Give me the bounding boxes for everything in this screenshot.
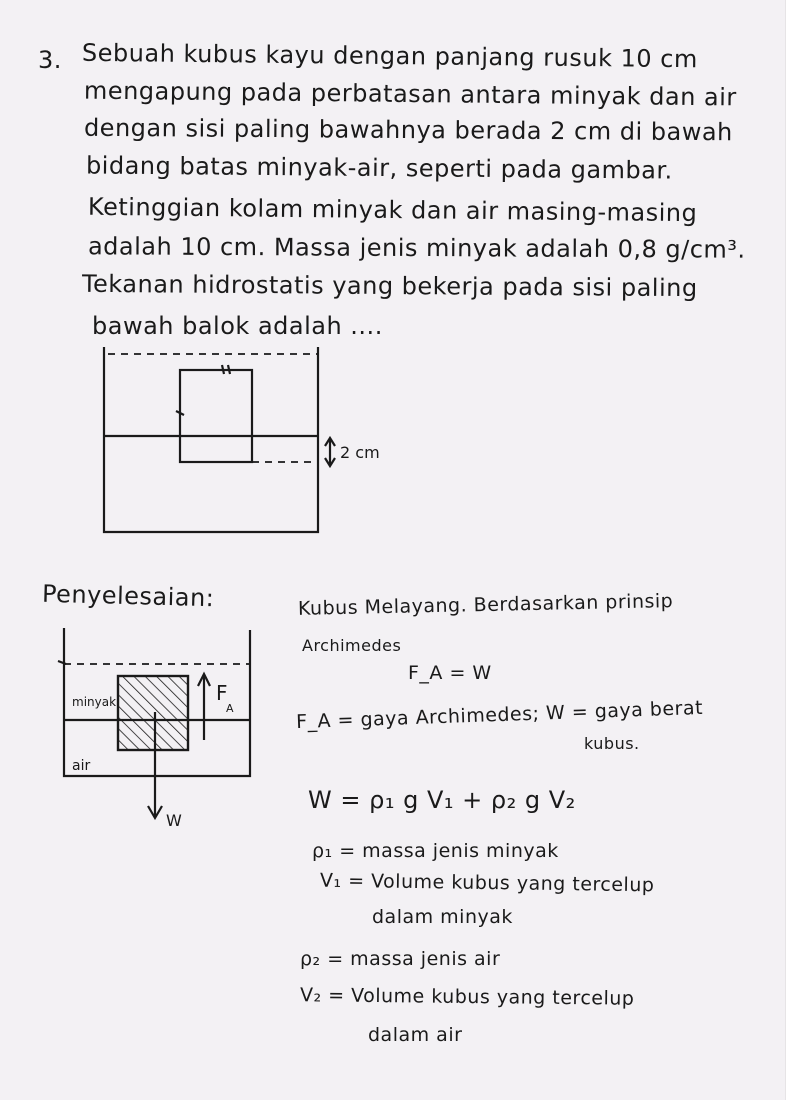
- weight-label: W: [166, 811, 182, 830]
- solution-line: V₂ = Volume kubus yang tercelup: [299, 984, 635, 1010]
- solution-heading: Penyelesaian:: [41, 579, 215, 613]
- water-label: air: [72, 758, 91, 774]
- solution-formula: F_A = W: [408, 662, 492, 684]
- solution-line: dalam minyak: [372, 906, 513, 928]
- problem-line: bidang batas minyak-air, seperti pada gambar.: [85, 151, 673, 185]
- depth-label: 2 cm: [340, 443, 380, 462]
- solution-line: ρ₁ = massa jenis minyak: [312, 840, 559, 862]
- solution-line: F_A = gaya Archimedes; W = gaya berat: [295, 696, 704, 734]
- cube-hatched: [118, 676, 188, 750]
- problem-line: mengapung pada perbatasan antara minyak dan air: [83, 76, 737, 112]
- problem-line: Tekanan hidrostatis yang bekerja pada sisi paling: [81, 269, 698, 303]
- oil-label: minyak: [72, 695, 117, 709]
- force-up-subscript: A: [226, 702, 234, 715]
- solution-line: dalam air: [368, 1024, 463, 1046]
- solution-line: ρ₂ = massa jenis air: [300, 948, 501, 970]
- problem-number: 3.: [38, 46, 62, 74]
- problem-line: bawah balok adalah ....: [92, 312, 383, 340]
- problem-line: Ketinggian kolam minyak dan air masing-masing: [87, 192, 698, 228]
- problem-line: dengan sisi paling bawahnya berada 2 cm di bawah: [83, 113, 733, 147]
- solution-line: Archimedes: [302, 636, 402, 655]
- solution-line: kubus.: [584, 734, 640, 753]
- solution-formula: W = ρ₁ g V₁ + ρ₂ g V₂: [308, 786, 576, 814]
- problem-line: adalah 10 cm. Massa jenis minyak adalah 0,8 g/cm³.: [87, 232, 746, 264]
- problem-line: Sebuah kubus kayu dengan panjang rusuk 10 cm: [81, 38, 698, 74]
- solution-line: V₁ = Volume kubus yang tercelup: [319, 869, 655, 897]
- solution-line: Kubus Melayang. Berdasarkan prinsip: [297, 590, 674, 620]
- force-up-label: F: [216, 681, 228, 705]
